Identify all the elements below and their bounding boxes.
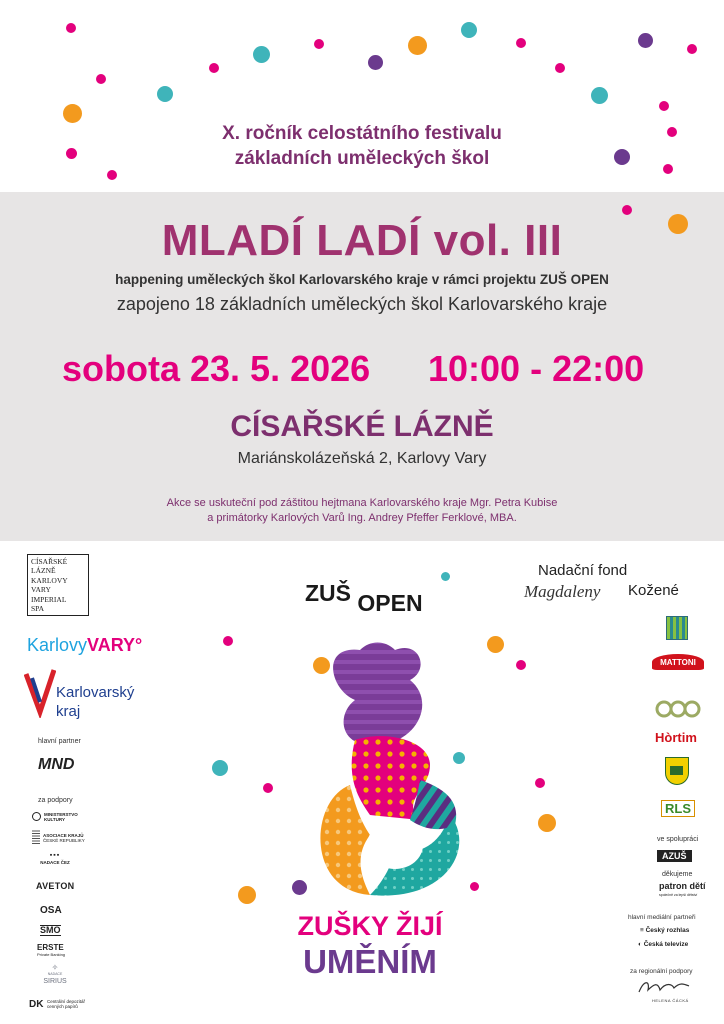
erste-logo: [37, 944, 65, 958]
helena-label: HELENA ČÁCKÁ: [652, 998, 689, 1003]
number-eight-artwork: [300, 640, 480, 910]
cdcp-line-1: Centrální depozitář: [47, 999, 86, 1004]
erste-line-1: ERSTE: [37, 943, 64, 952]
sirius-star-icon: ✧: [51, 963, 59, 972]
cooperation-label: ve spolupráci: [657, 836, 699, 843]
zus-open-logo: [305, 580, 425, 616]
patronage-line-1: Akce se uskuteční pod záštitou hejtmana Karlovarského kraje Mgr. Petra Kubise: [166, 497, 558, 509]
thanks-label: děkujeme: [662, 871, 693, 878]
sirius-line-2: SIRIUS: [43, 978, 67, 985]
cdcp-line-2: cenných papírů: [47, 1004, 78, 1009]
kv-a: Karlovy: [27, 635, 88, 655]
confetti-dot: [96, 74, 106, 84]
venue-name: CÍSAŘSKÉ LÁZNĚ: [230, 410, 494, 443]
sirius-line-1: NADACE: [47, 972, 63, 976]
rozhlas-mark-icon: ≡: [640, 927, 646, 934]
confetti-dot: [516, 38, 526, 48]
ministerstvo-kultury-logo: [32, 812, 78, 822]
confetti-dot: [461, 22, 477, 38]
confetti-dot: [212, 760, 228, 776]
mk-line-2: KULTURY: [44, 817, 65, 822]
zus-text: ZUŠ: [305, 580, 351, 606]
karlovy-vary-logo: [27, 635, 142, 656]
confetti-dot: [313, 657, 330, 674]
mk-line-1: MINISTERSTVO: [44, 812, 78, 817]
asociace-kraju-logo: [32, 833, 85, 843]
confetti-dot: [453, 752, 465, 764]
cisarske-line: CÍSAŘSKÉ: [31, 557, 68, 566]
confetti-dot: [441, 572, 450, 581]
confetti-dot: [591, 87, 608, 104]
artwork-top-loop: [333, 643, 422, 746]
cisarske-line: LÁZNĚ: [31, 566, 56, 576]
hortim-logo: Hòrtim: [655, 730, 697, 745]
asoc-line-2: ČESKÉ REPUBLIKY: [43, 838, 85, 843]
festival-header: [0, 121, 724, 171]
slogan-line-2: UMĚNÍM: [303, 943, 437, 980]
confetti-dot: [470, 882, 479, 891]
confetti-dot: [408, 36, 427, 55]
venue-address: Mariánskolázeňská 2, Karlovy Vary: [237, 450, 487, 467]
televize-mark-icon: ◐: [638, 941, 644, 948]
asoc-line-1: ASOCIACE KRAJŮ: [43, 833, 84, 838]
osa-logo: OSA: [40, 905, 62, 916]
confetti-dot: [638, 33, 653, 48]
coat-of-arms-logo: [665, 757, 689, 785]
smo-logo: SMO: [40, 925, 61, 935]
rls-logo: RLS: [661, 800, 695, 817]
signature-icon: [636, 978, 692, 998]
mk-circle-icon: [32, 812, 41, 821]
kv-green-swirl-logo: [655, 696, 701, 722]
cisarske-line: VARY: [31, 585, 51, 595]
dk-mark: DK: [29, 999, 44, 1010]
confetti-dot: [314, 39, 324, 49]
cisarske-line: KARLOVY: [31, 575, 68, 585]
ceska-televize-logo: [638, 941, 688, 948]
cdcp-logo: [29, 999, 85, 1009]
patronage-line-2: a primátorky Karlových Varů Ing. Andrey Pfeffer Ferklové, MBA.: [207, 512, 517, 524]
televize-label: Česká televize: [643, 941, 689, 948]
confetti-dot: [107, 170, 117, 180]
event-subtitle: happening uměleckých škol Karlovarského kraje v rámci projektu ZUŠ OPEN: [115, 272, 609, 287]
main-partner-label: hlavní partner: [38, 738, 81, 745]
rozhlas-label: Český rozhlas: [645, 927, 690, 934]
nadacni-fond-logo: [520, 562, 690, 612]
nadace-cez-logo: [38, 852, 72, 865]
mattoni-logo: [652, 654, 704, 682]
header-line-1: X. ročník celostátního festivalu: [222, 123, 502, 144]
mnd-logo: MND: [38, 756, 75, 773]
cisarske-lazne-logo: [27, 554, 89, 616]
confetti-dot: [66, 23, 76, 33]
azus-logo: AZUŠ: [657, 850, 692, 862]
confetti-dot: [292, 880, 307, 895]
square-green-logo: [666, 616, 688, 640]
confetti-dot: [263, 783, 273, 793]
media-partners-label: hlavní mediální partneři: [628, 914, 696, 921]
kraj-line-2: kraj: [56, 703, 81, 720]
patron-deti-logo: [659, 882, 706, 900]
confetti-dot: [223, 636, 233, 646]
confetti-dot: [659, 101, 669, 111]
confetti-dot: [535, 778, 545, 788]
confetti-dot: [555, 63, 565, 73]
event-date: sobota 23. 5. 2026: [62, 348, 371, 389]
erste-line-2: Private Banking: [37, 952, 66, 957]
kraj-line-1: Karlovarský: [56, 684, 135, 701]
fond-label: Nadační fond: [538, 562, 628, 579]
fond-signature: Magdaleny: [524, 582, 601, 601]
karlovarsky-kraj-logo: [24, 668, 154, 722]
patronage: [0, 496, 724, 526]
confetti-dot: [538, 814, 556, 832]
confetti-dot: [368, 55, 383, 70]
fond-kozene: Kožené: [628, 582, 679, 599]
regional-support-label: za regionální podpory: [630, 968, 693, 975]
confetti-dot: [238, 886, 256, 904]
event-time: 10:00 - 22:00: [428, 348, 645, 389]
nadace-sirius-logo: [40, 964, 70, 985]
confetti-dot: [253, 46, 270, 63]
event-title: MLADÍ LADÍ vol. III: [161, 216, 563, 265]
confetti-dot: [209, 63, 219, 73]
kv-b: VARY°: [87, 635, 143, 655]
confetti-dot: [487, 636, 504, 653]
slogan: [290, 910, 450, 982]
cez-mark-icon: ▪▪▪: [49, 852, 61, 859]
cesky-rozhlas-logo: [640, 927, 689, 934]
confetti-dot: [516, 660, 526, 670]
support-label: za podpory: [38, 797, 73, 804]
kraj-mark-icon: [24, 668, 56, 718]
aveton-logo: AVETON: [36, 881, 75, 891]
artwork-hole: [367, 821, 423, 869]
patron-sub: společně za lepší dětství: [659, 893, 698, 897]
cisarske-line: SPA: [31, 604, 45, 614]
mattoni-label: MATTONI: [660, 658, 696, 667]
patron-label: patron dětí: [659, 881, 706, 891]
event-info: zapojeno 18 základních uměleckých škol Karlovarského kraje: [116, 294, 608, 314]
open-text: OPEN: [357, 590, 423, 616]
confetti-dot: [157, 86, 173, 102]
confetti-dot: [622, 205, 632, 215]
asoc-mark-icon: [32, 830, 40, 844]
header-line-2: základních uměleckých škol: [234, 148, 490, 169]
confetti-dot: [687, 44, 697, 54]
slogan-line-1: ZUŠKY ŽIJÍ: [297, 911, 443, 941]
cisarske-line: IMPERIAL: [31, 594, 67, 604]
cez-label: NADACE ČEZ: [40, 860, 70, 865]
